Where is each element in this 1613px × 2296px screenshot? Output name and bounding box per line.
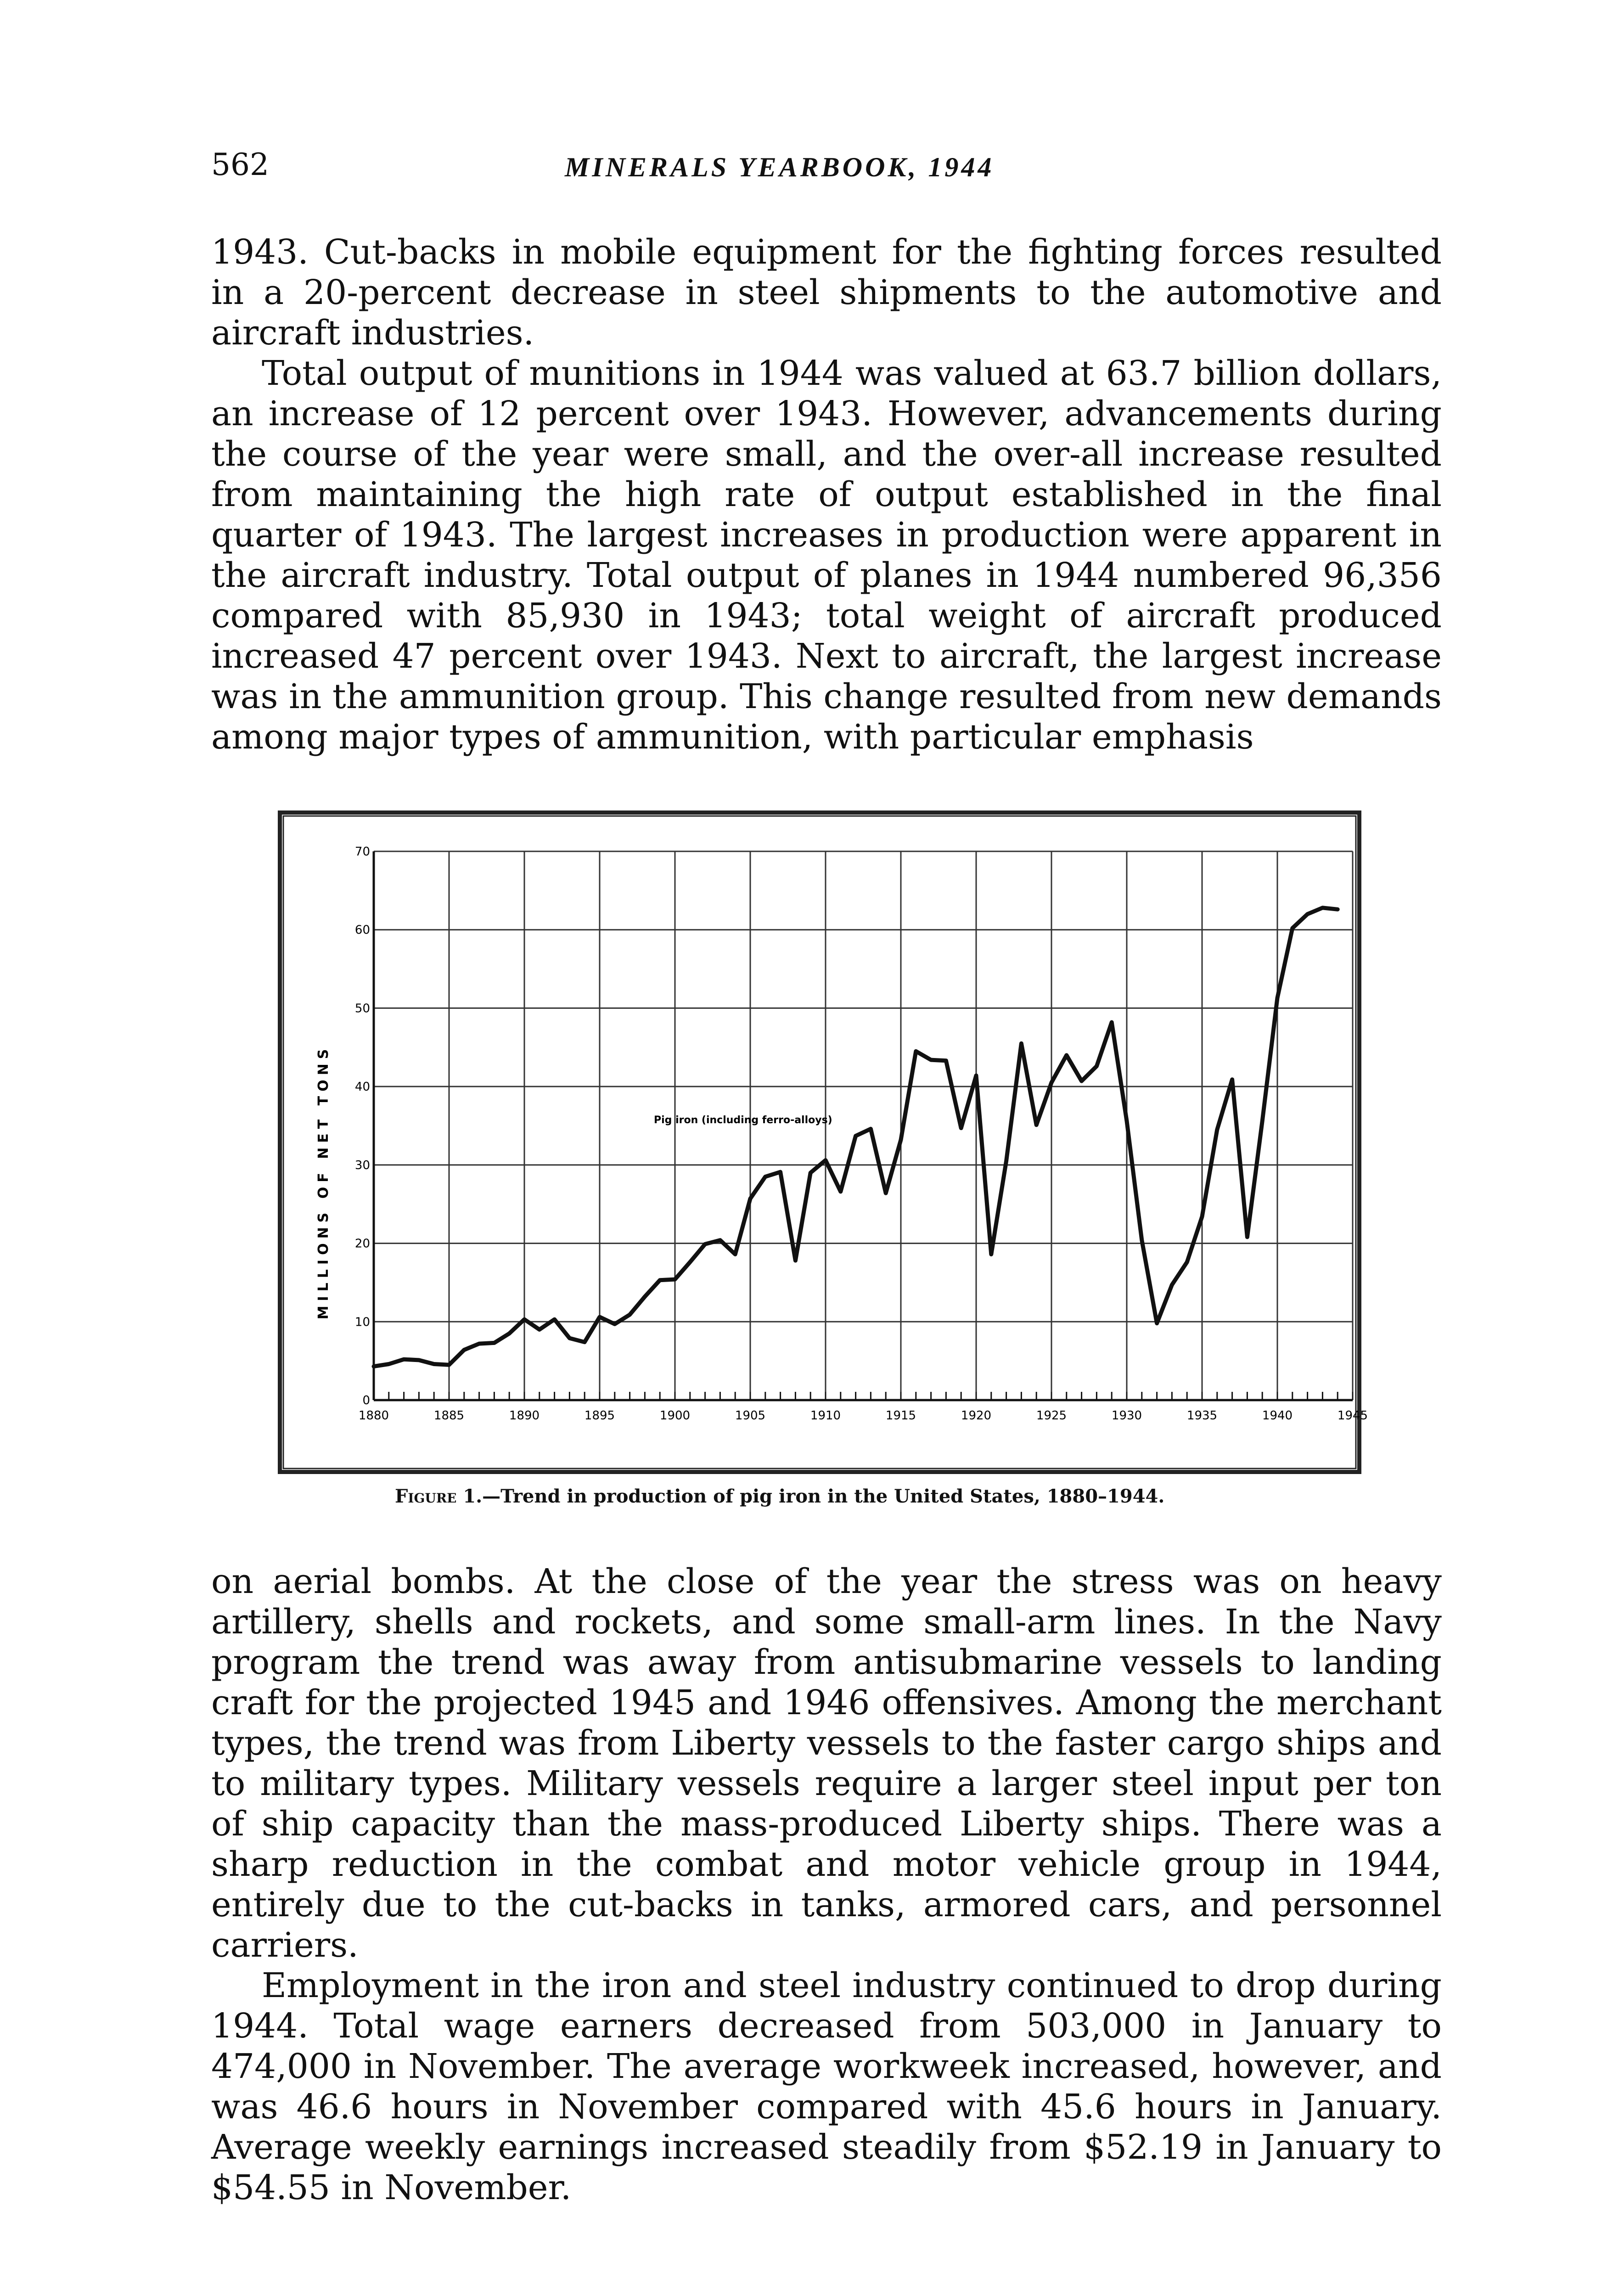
data-point [824,1159,827,1162]
data-point [568,1336,571,1340]
data-point [793,1259,797,1262]
x-tick-label: 1925 [1036,1409,1067,1423]
text-block-bottom [211,1561,1442,2208]
data-point [1231,1078,1234,1081]
x-tick-label: 1905 [735,1409,766,1423]
data-point [553,1317,556,1321]
data-point [914,1049,918,1053]
data-point [372,1365,376,1368]
data-point [417,1358,421,1362]
data-point [779,1170,782,1174]
data-point [809,1171,812,1175]
y-tick-label: 30 [354,1158,370,1172]
data-point [613,1322,617,1326]
data-point [523,1317,526,1321]
data-point [583,1340,586,1344]
figure-caption [395,1486,1164,1507]
data-point [507,1332,511,1335]
data-point [643,1295,646,1299]
data-point [1200,1215,1204,1219]
data-point [1034,1123,1038,1127]
data-point [1155,1322,1159,1325]
x-tick-label: 1890 [509,1409,540,1423]
data-point [628,1313,632,1317]
x-tick-label: 1915 [885,1409,916,1423]
x-tick-label: 1895 [584,1409,615,1423]
y-tick-label: 60 [354,923,370,937]
data-point [748,1197,752,1200]
data-point [989,1252,993,1256]
x-tick-label: 1910 [810,1409,841,1423]
data-point [884,1191,888,1195]
x-tick-label: 1920 [961,1409,992,1423]
data-point [1005,1159,1008,1163]
x-tick-label: 1885 [433,1409,465,1423]
x-tick-label: 1900 [659,1409,691,1423]
y-tick-label: 70 [354,845,370,859]
data-point [1095,1064,1098,1068]
data-point [1110,1020,1113,1024]
data-point [854,1134,858,1138]
data-point [478,1342,481,1345]
data-point [1080,1079,1084,1083]
data-point [1276,996,1279,1000]
data-point [839,1190,843,1193]
data-point [1306,912,1310,916]
chart-series [372,906,1339,1368]
y-axis-label: MILLIONS OF NET TONS [315,1044,332,1320]
data-point [1245,1235,1249,1239]
data-point [402,1357,406,1361]
data-point [1065,1053,1068,1057]
figure-frame [278,810,1368,1474]
x-tick-label: 1935 [1186,1409,1218,1423]
data-point [718,1238,722,1242]
data-point [462,1348,466,1352]
data-point [703,1242,707,1246]
data-point [1291,926,1294,930]
y-tick-label: 10 [354,1315,370,1329]
data-point [673,1277,677,1281]
data-point [1170,1283,1174,1287]
data-point [1050,1081,1053,1085]
data-point [1185,1261,1189,1264]
data-point [959,1126,963,1130]
inner-frame [283,816,1356,1469]
data-point [1140,1238,1144,1242]
data-point [1125,1119,1129,1123]
page-number: 562 [211,147,269,182]
data-point [974,1074,978,1077]
text-block-top [211,232,1442,757]
y-tick-label: 0 [362,1394,370,1407]
paragraph: Employment in the iron and steel industry continued to drop during 1944. Total wage earners decreased from 503,000 in January to 474,000 in November. The average workweek increased, however, and was 46.6 hours in November compared with 45.6 hours in January. Average weekly earnings increased steadily from $52.19 in January to $54.55 in November. [211,1966,1442,2207]
data-point [944,1059,948,1063]
x-tick-label: 1930 [1111,1409,1142,1423]
paragraph: Total output of munitions in 1944 was valued at 63.7 billion dollars, an increase of 12 percent over 1943. However, advancements during the course of the year were small, and the over-all increase resulted from maintaining the high rate of output established in the final quarter of 1943. The largest increases in production were apparent in the aircraft industry. Total output of planes in 1944 numbered 96,356 compared with 85,930 in 1943; total weight of aircraft produced increased 47 percent over 1943. Next to aircraft, the largest increase was in the ammunition group. This change resulted from new demands among major types of ammunition, with particular emphasis [211,354,1442,757]
y-tick-label: 50 [354,1002,370,1016]
data-point [1321,906,1324,910]
data-point [492,1341,496,1345]
data-point [1215,1128,1219,1131]
x-tick-label: 1940 [1262,1409,1293,1423]
data-point [447,1363,451,1367]
data-point [899,1138,903,1142]
caption-label: Figure 1. [395,1486,483,1507]
data-point [598,1315,601,1319]
y-tick-label: 40 [354,1080,370,1094]
paragraph: 1943. Cut-backs in mobile equipment for the fighting forces resulted in a 20-percent decrease in steel shipments to the automotive and aircraft industries. [211,232,1442,353]
x-tick-label: 1945 [1337,1409,1368,1423]
y-tick-label: 20 [354,1237,370,1251]
data-point [733,1252,737,1256]
data-point [1019,1041,1023,1045]
data-point [929,1058,933,1062]
data-point [387,1362,391,1366]
running-head: MINERALS YEARBOOK, 1944 [565,152,995,182]
data-point [869,1127,872,1131]
x-tick-label: 1880 [358,1409,389,1423]
pig-iron-chart [282,815,1368,1470]
data-point [1260,1119,1264,1123]
data-point [432,1362,436,1366]
chart-axes [374,851,1353,1400]
chart-grid [374,851,1353,1400]
data-point [658,1278,662,1282]
data-point [1336,907,1339,911]
caption-text: —Trend in production of pig iron in the United States, 1880–1944. [482,1486,1165,1507]
data-point [538,1328,541,1331]
paragraph: on aerial bombs. At the close of the year the stress was on heavy artillery, shells and rockets, and some small-arm lines. In the Navy program the trend was away from antisubmarine vessels to landing craft for the projected 1945 and 1946 offensives. Among the merchant types, the trend was from Liberty vessels to the faster cargo ships and to military types. Military vessels require a larger steel input per ton of ship capacity than the mass-produced Liberty ships. There was a sharp reduction in the combat and motor vehicle group in 1944, entirely due to the cut-backs in tanks, armored cars, and personnel carriers. [211,1562,1442,1965]
series-annotation: Pig iron (including ferro-alloys) [654,1114,832,1126]
data-point [764,1175,767,1178]
data-point [688,1261,692,1264]
